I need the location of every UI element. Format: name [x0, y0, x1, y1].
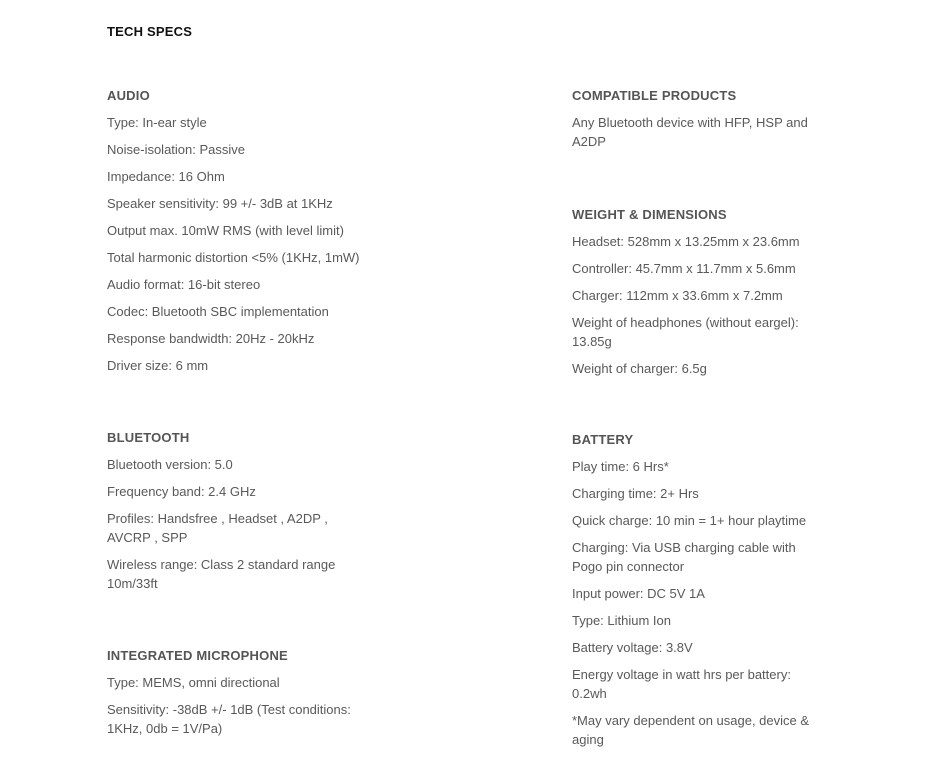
- weight-dimensions-section: [572, 207, 827, 378]
- spec-item: Type: MEMS, omni directional: [107, 675, 280, 690]
- spec-item: Headset: 528mm x 13.25mm x 23.6mm: [572, 234, 800, 249]
- spec-item: Sensitivity: -38dB +/- 1dB (Test conditions: 1KHz, 0db = 1V/Pa): [107, 702, 351, 736]
- spec-item: Impedance: 16 Ohm: [107, 169, 225, 184]
- spec-item: Charging: Via USB charging cable with Pogo pin connector: [572, 540, 796, 574]
- battery-spec-list: [572, 457, 827, 749]
- microphone-spec-list: [107, 673, 367, 738]
- spec-item: Quick charge: 10 min = 1+ hour playtime: [572, 513, 807, 528]
- microphone-section: [107, 648, 367, 738]
- specs-right-column: [572, 88, 827, 757]
- battery-section: [572, 432, 827, 749]
- spec-item: Noise-isolation: Passive: [107, 142, 246, 157]
- weight-dimensions-list: [572, 232, 827, 378]
- spec-item: Energy voltage in watt hrs per battery: 0.2wh: [572, 667, 791, 701]
- bluetooth-section: [107, 430, 367, 593]
- spec-item: Charging time: 2+ Hrs: [572, 486, 699, 501]
- spec-item: Driver size: 6 mm: [107, 358, 209, 373]
- audio-section: [107, 88, 367, 375]
- spec-item: Codec: Bluetooth SBC implementation: [107, 304, 329, 319]
- spec-item: Weight of headphones (without eargel): 13.85g: [572, 315, 799, 349]
- section-title-compatible-products: COMPATIBLE PRODUCTS: [572, 88, 737, 103]
- page-title: TECH SPECS: [107, 24, 193, 39]
- spec-item: Type: In-ear style: [107, 115, 207, 130]
- spec-item: Input power: DC 5V 1A: [572, 586, 705, 601]
- spec-item: Speaker sensitivity: 99 +/- 3dB at 1KHz: [107, 196, 333, 211]
- bluetooth-spec-list: [107, 455, 367, 593]
- audio-spec-list: [107, 113, 367, 375]
- compatible-products-list: [572, 113, 827, 151]
- section-title-audio: AUDIO: [107, 88, 150, 103]
- section-title-bluetooth: BLUETOOTH: [107, 430, 190, 445]
- spec-item: Controller: 45.7mm x 11.7mm x 5.6mm: [572, 261, 796, 276]
- spec-item: Play time: 6 Hrs*: [572, 459, 669, 474]
- spec-item: Charger: 112mm x 33.6mm x 7.2mm: [572, 288, 783, 303]
- section-title-weight-dimensions: WEIGHT & DIMENSIONS: [572, 207, 727, 222]
- spec-item: Type: Lithium Ion: [572, 613, 671, 628]
- section-title-battery: BATTERY: [572, 432, 634, 447]
- spec-item: Audio format: 16-bit stereo: [107, 277, 261, 292]
- specs-left-column: [107, 88, 367, 746]
- spec-item: Output max. 10mW RMS (with level limit): [107, 223, 344, 238]
- spec-item: Weight of charger: 6.5g: [572, 361, 707, 376]
- spec-item: Response bandwidth: 20Hz - 20kHz: [107, 331, 315, 346]
- section-title-microphone: INTEGRATED MICROPHONE: [107, 648, 288, 663]
- spec-item: Profiles: Handsfree , Headset , A2DP , AVCRP , SPP: [107, 511, 328, 545]
- spec-item: Any Bluetooth device with HFP, HSP and A2DP: [572, 115, 808, 149]
- spec-item: Total harmonic distortion <5% (1KHz, 1mW): [107, 250, 360, 265]
- spec-item: *May vary dependent on usage, device & aging: [572, 713, 810, 747]
- spec-item: Wireless range: Class 2 standard range 10m/33ft: [107, 557, 336, 591]
- spec-item: Frequency band: 2.4 GHz: [107, 484, 256, 499]
- spec-item: Battery voltage: 3.8V: [572, 640, 693, 655]
- compatible-products-section: [572, 88, 827, 151]
- spec-item: Bluetooth version: 5.0: [107, 457, 233, 472]
